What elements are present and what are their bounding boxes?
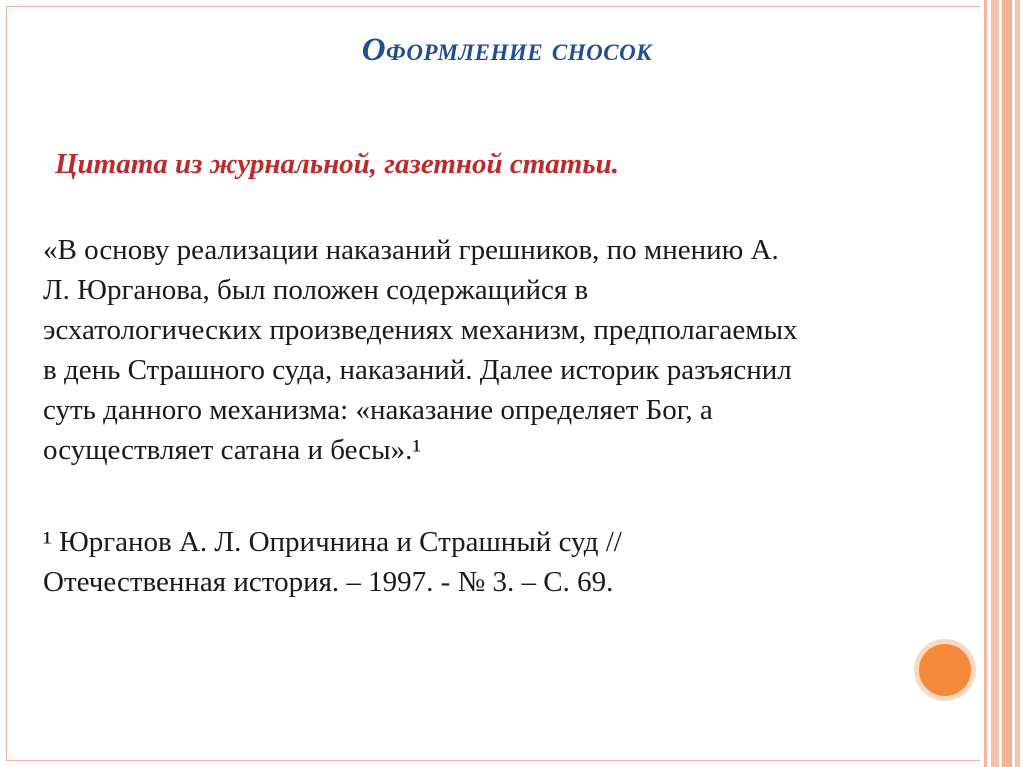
footnote-line: Отечественная история. – 1997. - № 3. – С. 69. <box>43 566 614 598</box>
quote-line: Л. Юрганова, был положен содержащийся в <box>43 274 589 306</box>
quote-line: в день Страшного суда, наказаний. Далее историк разъяснил <box>43 354 792 386</box>
footnote-paragraph <box>43 522 953 602</box>
decorative-stripes <box>980 0 1024 767</box>
quote-line: эсхатологических произведениях механизм, предполагаемых <box>43 314 798 346</box>
quote-line: суть данного механизма: «наказание определяет Бог, а <box>43 394 713 426</box>
quote-line: осуществляет сатана и бесы».¹ <box>43 434 422 466</box>
footnote-line: ¹ Юрганов А. Л. Опричнина и Страшный суд // <box>43 526 622 558</box>
stripe-3 <box>1002 0 1012 767</box>
slide-title: Оформление сносок <box>361 32 653 68</box>
slide-subtitle: Цитата из журнальной, газетной статьи. <box>55 148 619 180</box>
quote-paragraph <box>43 230 953 470</box>
decorative-circle <box>914 639 976 701</box>
stripe-2 <box>991 0 999 767</box>
quote-line: «В основу реализации наказаний грешников, по мнению А. <box>43 234 779 266</box>
